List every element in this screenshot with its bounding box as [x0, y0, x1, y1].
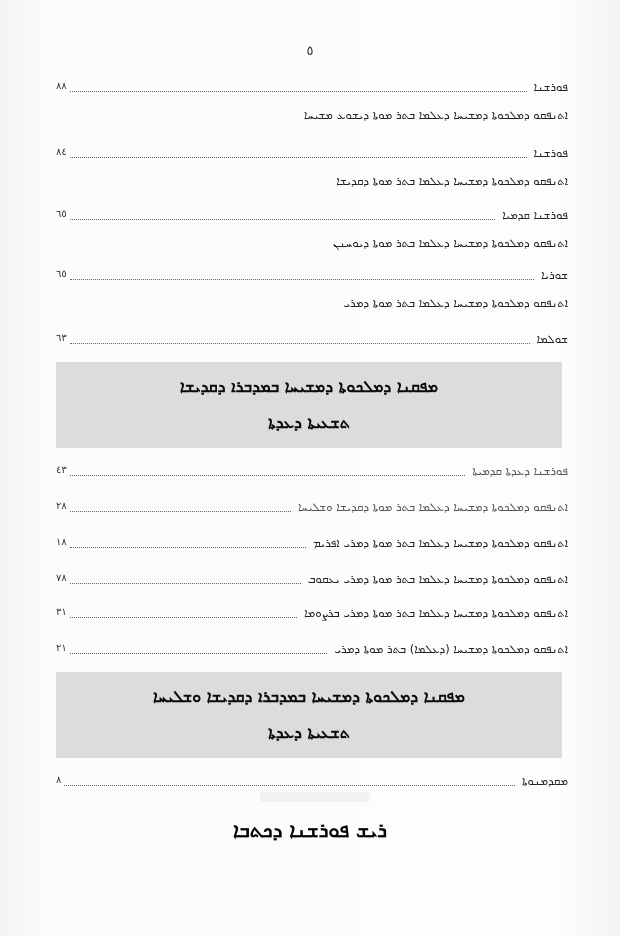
toc-entry-text: ܐܬܢܦܩܘ ܕܡܠܟܘܬܐ ܕܡܫܝܚܐ ܕܥܠܡܐ ܒܬܪ ܡܘܬܐ ܕܩܕܝܫܐ [336, 174, 568, 188]
toc-entry[interactable] [56, 570, 568, 588]
toc-entry-page: ٦٣ [56, 333, 67, 344]
toc-entry-title: ܫܘܠܡܐ [536, 332, 568, 346]
dot-leader [70, 653, 328, 654]
toc-entry-title: ܦܘܪܫܢܐ [533, 80, 568, 94]
toc-entry-page: ٨٤ [56, 147, 67, 158]
dot-leader [70, 475, 466, 476]
section-heading-line2: ܬܫܥܝܬܐ ܕܥܕܬܐ [268, 413, 350, 432]
toc-entry[interactable] [56, 498, 568, 516]
dot-leader [70, 547, 306, 548]
toc-entry-title: ܦܘܪܫܢܐ [533, 146, 568, 160]
toc-entry-page: ٤٣ [56, 465, 67, 476]
toc-entry-title: ܦܘܪܫܢܐ ܕܥܕܬܐ ܩܕܡܝܬܐ [472, 464, 568, 478]
show-through-smudge [260, 792, 370, 802]
dot-leader [70, 219, 495, 220]
page-number: ٥ [306, 44, 314, 59]
dot-leader [70, 617, 297, 618]
toc-entry-page: ٧٨ [56, 573, 67, 584]
toc-entry-page: ٢١ [56, 643, 67, 654]
dot-leader [64, 785, 515, 786]
toc-entry-title: ܫܘܪܝܐ [541, 268, 568, 282]
toc-entry[interactable] [56, 640, 568, 658]
contents-heading: ܪܝܫ ܦܘܪܫܢܐ ܕܟܬܒܐ [232, 818, 388, 842]
dot-leader [70, 583, 301, 584]
toc-entry[interactable] [56, 604, 568, 622]
dot-leader [70, 157, 527, 158]
section-heading-box [56, 672, 562, 758]
toc-entry-page: ١٨ [56, 537, 67, 548]
toc-entry[interactable] [56, 534, 568, 552]
section-heading-box [56, 362, 562, 448]
toc-entry[interactable] [56, 206, 568, 224]
section-heading-line1: ܡܦܩܢܐ ܕܡܠܟܘܬܐ ܕܡܫܝܚܐ ܒܡܕܒܪܐ ܕܩܕܝܫܐ [179, 377, 439, 396]
dot-leader [70, 343, 530, 344]
toc-entry-page: ٦٥ [56, 269, 67, 280]
toc-entry[interactable] [56, 144, 568, 162]
toc-entry-title: ܐܬܢܦܩܘ ܕܡܠܟܘܬܐ ܕܡܫܝܚܐ ܕܥܠܡܐ ܒܬܪ ܡܘܬܐ ܕܡܪܝ ܒܪܨܘܡܐ [304, 606, 568, 620]
toc-entry-page: ٣١ [56, 607, 67, 618]
section-heading-line2: ܬܫܥܝܬܐ ܕܥܕܬܐ [268, 723, 350, 742]
section-heading-line1: ܡܦܩܢܐ ܕܡܠܟܘܬܐ ܕܡܫܝܚܐ ܒܡܕܒܪܐ ܕܩܕܝܫܐ ܘܫܠܝܚܐ [153, 687, 465, 706]
dot-leader [70, 279, 534, 280]
toc-entry[interactable] [56, 330, 568, 348]
toc-entry[interactable] [56, 462, 568, 480]
toc-entry-text: ܐܬܢܦܩܘ ܕܡܠܟܘܬܐ ܕܡܫܝܚܐ ܕܥܠܡܐ ܒܬܪ ܡܘܬܐ ܕܝܫܘܥ ܡܫܝܚܐ [303, 108, 568, 122]
dot-leader [70, 91, 527, 92]
toc-entry-title: ܡܩܕܡܢܘܬܐ [522, 774, 568, 788]
toc-entry-text: ܐܬܢܦܩܘ ܕܡܠܟܘܬܐ ܕܡܫܝܚܐ ܕܥܠܡܐ ܒܬܪ ܡܘܬܐ ܕܡܪܝ [343, 296, 568, 310]
toc-entry-title: ܐܬܢܦܩܘ ܕܡܠܟܘܬܐ ܕܡܫܝܚܐ (ܕܥܠܡܐ) ܒܬܪ ܡܘܬܐ ܕܡܪܝ [334, 642, 568, 656]
toc-entry-page: ٢٨ [56, 501, 67, 512]
toc-entry[interactable] [56, 772, 568, 790]
toc-entry-page: ٨ [56, 775, 62, 786]
toc-entry-page: ٦٥ [56, 209, 67, 220]
toc-entry-title: ܐܬܢܦܩܘ ܕܡܠܟܘܬܐ ܕܡܫܝܚܐ ܕܥܠܡܐ ܒܬܪ ܡܘܬܐ ܕܩܕܝܫܐ ܘܫܠܝܚܐ [297, 500, 568, 514]
toc-entry-text: ܐܬܢܦܩܘ ܕܡܠܟܘܬܐ ܕܡܫܝܚܐ ܕܥܠܡܐ ܒܬܪ ܡܘܬܐ ܕܝܘܚܢܢ [333, 236, 568, 250]
toc-entry-title: ܦܘܪܫܢܐ ܩܕܡܝܐ [502, 208, 568, 222]
toc-entry-title: ܐܬܢܦܩܘ ܕܡܠܟܘܬܐ ܕܡܫܝܚܐ ܕܥܠܡܐ ܒܬܪ ܡܘܬܐ ܕܡܪܝ ܐܦܪܝܡ [313, 536, 568, 550]
toc-entry-title: ܐܬܢܦܩܘ ܕܡܠܟܘܬܐ ܕܡܫܝܚܐ ܕܥܠܡܐ ܒܬܪ ܡܘܬܐ ܕܡܪܝ ܝܥܩܘܒ [307, 572, 568, 586]
toc-entry[interactable] [56, 266, 568, 284]
dot-leader [70, 511, 291, 512]
toc-entry[interactable] [56, 78, 568, 96]
toc-entry-page: ٨٨ [56, 81, 67, 92]
